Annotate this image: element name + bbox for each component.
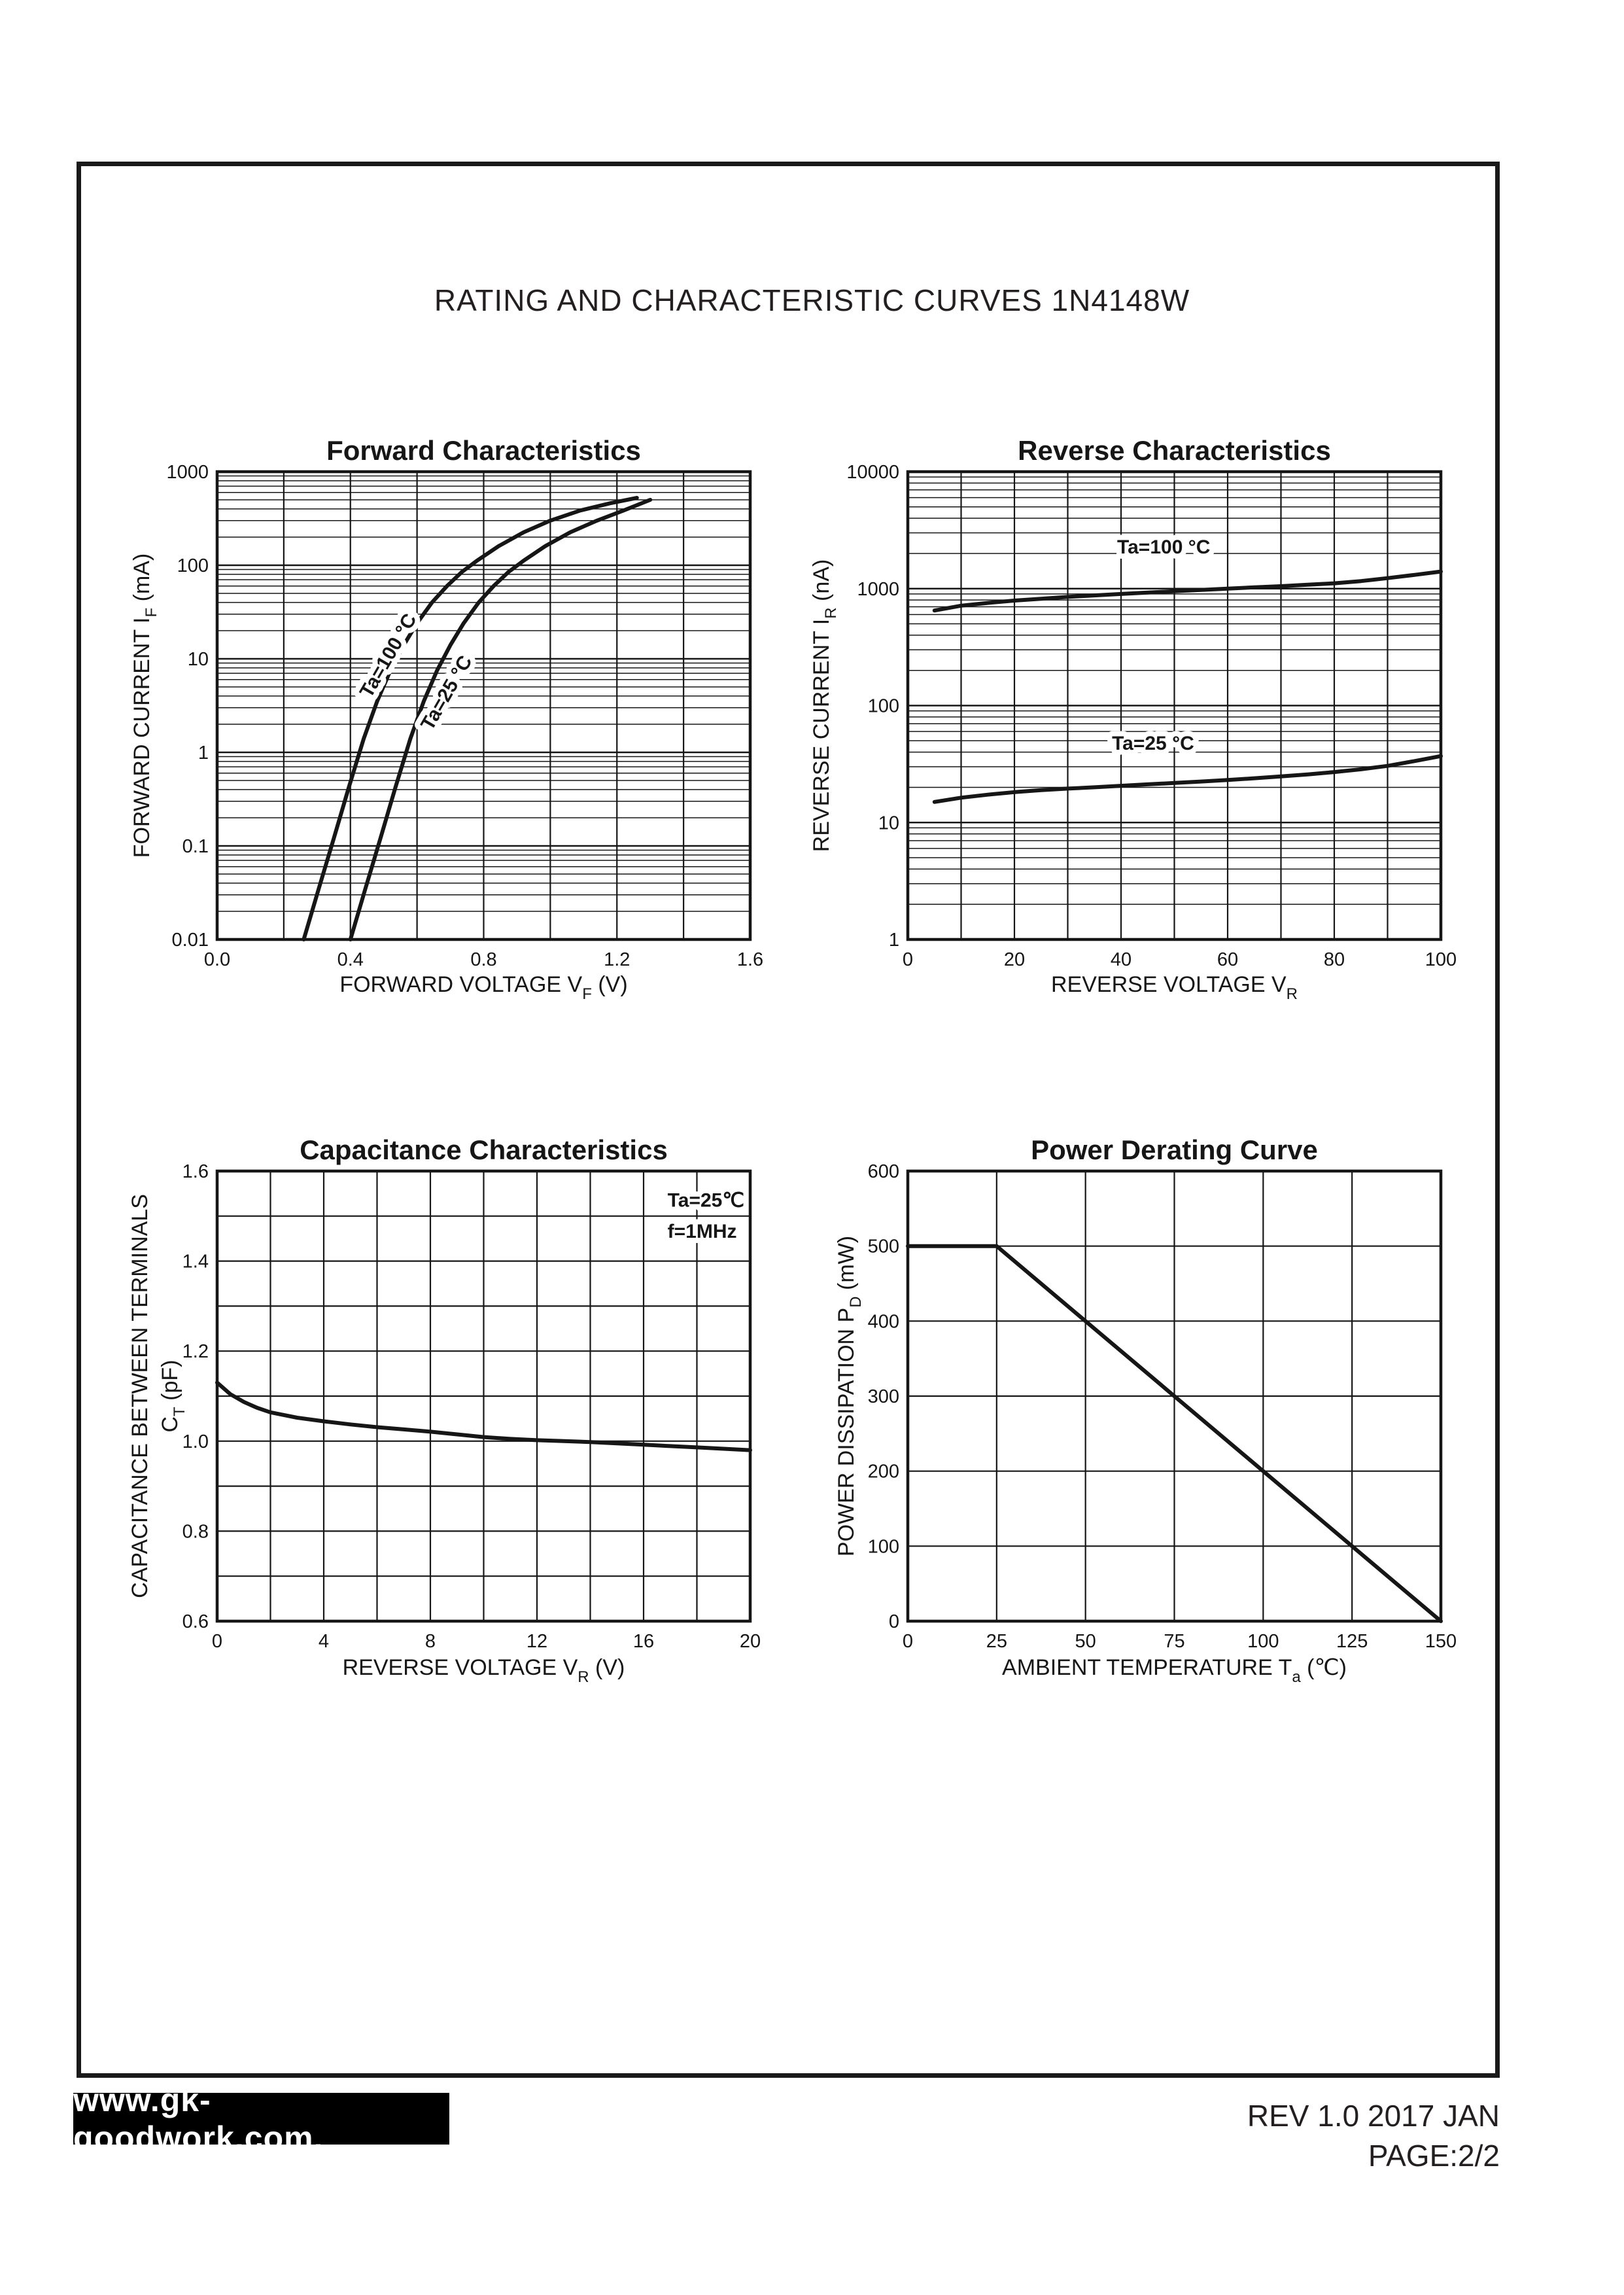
chart-forward-characteristics xyxy=(130,435,763,1003)
x-tick: 100 xyxy=(1425,949,1457,970)
y-axis-title-line-0: CAPACITANCE BETWEEN TERMINALS xyxy=(128,1194,152,1598)
x-tick: 100 xyxy=(1247,1631,1279,1652)
x-tick: 60 xyxy=(1217,949,1239,970)
x-tick: 125 xyxy=(1336,1631,1368,1652)
curve-label-1: Ta=25 °C xyxy=(1112,732,1194,754)
footer-page-number: PAGE:2/2 xyxy=(1368,2139,1500,2173)
curves xyxy=(303,498,650,939)
chart-title: Capacitance Characteristics xyxy=(300,1134,668,1165)
x-axis-title: REVERSE VOLTAGE $V_R$ (V) xyxy=(342,1655,625,1686)
x-tick: 80 xyxy=(1323,949,1345,970)
x-tick: 1.6 xyxy=(736,949,764,970)
x-tick: 20 xyxy=(739,1631,761,1652)
x-tick: 25 xyxy=(986,1631,1007,1652)
chart-title: Forward Characteristics xyxy=(326,435,641,466)
y-tick: 1000 xyxy=(166,462,209,483)
series-ta-100-c xyxy=(303,498,636,939)
grid xyxy=(217,472,750,939)
tick-labels xyxy=(166,462,763,970)
y-axis-title-line-0: POWER DISSIPATION $P_D$ (mW) xyxy=(834,1235,865,1557)
y-tick: 1.0 xyxy=(182,1431,209,1452)
footer-website-badge xyxy=(73,2081,449,2156)
y-tick: 1000 xyxy=(857,578,899,600)
curve-label-0: Ta=25℃ xyxy=(667,1189,745,1212)
footer-revision-text: REV 1.0 2017 JAN xyxy=(1247,2099,1500,2133)
chart-power-derating xyxy=(834,1134,1457,1686)
x-axis-title: AMBIENT TEMPERATURE $T_a$ (℃) xyxy=(1002,1655,1347,1686)
x-tick: 75 xyxy=(1164,1631,1185,1652)
page-title: RATING AND CHARACTERISTIC CURVES 1N4148W xyxy=(434,283,1190,317)
series-ta-100-c xyxy=(935,572,1441,611)
x-axis-title: REVERSE VOLTAGE $V_R$ xyxy=(1051,972,1298,1003)
y-tick: 1 xyxy=(198,743,209,763)
x-tick: 0 xyxy=(902,1631,914,1652)
y-tick: 0.6 xyxy=(182,1611,209,1632)
x-tick: 4 xyxy=(318,1631,330,1652)
y-tick: 100 xyxy=(177,555,209,576)
x-tick: 40 xyxy=(1110,949,1132,970)
y-axis-title-line-0: FORWARD CURRENT $I_F$ (mA) xyxy=(130,553,160,858)
x-tick: 150 xyxy=(1425,1631,1457,1652)
y-tick: 10 xyxy=(878,813,899,834)
y-tick: 500 xyxy=(867,1236,899,1257)
x-tick: 20 xyxy=(1003,949,1026,970)
x-axis-title: FORWARD VOLTAGE $V_F$ (V) xyxy=(339,972,628,1003)
y-tick: 400 xyxy=(867,1311,899,1333)
y-tick: 0.01 xyxy=(171,930,209,951)
y-tick: 10000 xyxy=(846,462,899,483)
x-tick: 0.8 xyxy=(470,949,497,970)
y-tick: 1.2 xyxy=(182,1341,209,1363)
x-tick: 12 xyxy=(526,1631,548,1652)
curve-label-0: Ta=100 °C xyxy=(355,610,421,702)
x-tick: 0.0 xyxy=(203,949,231,970)
curve-label-0: Ta=100 °C xyxy=(1117,536,1211,558)
y-tick: 200 xyxy=(867,1461,899,1482)
curve-label-1: f=1MHz xyxy=(667,1220,737,1242)
chart-title: Reverse Characteristics xyxy=(1018,435,1331,466)
y-tick: 1.4 xyxy=(182,1251,209,1272)
chart-capacitance-characteristics xyxy=(128,1134,761,1686)
y-tick: 100 xyxy=(867,695,899,717)
y-tick: 1 xyxy=(888,930,899,951)
y-tick: 0.8 xyxy=(182,1521,209,1543)
x-tick: 0 xyxy=(902,949,914,970)
y-axis-title-line-1: $C_T$ (pF) xyxy=(158,1359,188,1433)
y-tick: 100 xyxy=(867,1536,899,1558)
curve-label-1: Ta=25 °C xyxy=(417,652,477,734)
tick-labels xyxy=(868,1161,1457,1652)
x-tick: 8 xyxy=(424,1631,436,1652)
y-tick: 0.1 xyxy=(182,836,209,857)
x-tick: 16 xyxy=(632,1631,655,1652)
y-tick: 10 xyxy=(187,649,209,670)
chart-title: Power Derating Curve xyxy=(1031,1134,1318,1165)
x-tick: 0.4 xyxy=(337,949,364,970)
curves xyxy=(935,572,1441,802)
y-tick: 0 xyxy=(888,1611,899,1632)
y-tick: 600 xyxy=(867,1161,899,1182)
chart-reverse-characteristics xyxy=(809,435,1457,1003)
footer-website-text: www.gk-goodwork.com. xyxy=(73,2081,324,2156)
x-tick: 0 xyxy=(211,1631,223,1652)
y-tick: 1.6 xyxy=(182,1161,209,1182)
x-tick: 1.2 xyxy=(604,949,631,970)
y-axis-title-line-0: REVERSE CURRENT $I_R$ (nA) xyxy=(809,559,840,852)
x-tick: 50 xyxy=(1075,1631,1096,1652)
y-tick: 300 xyxy=(867,1386,899,1407)
series-ta-25-c xyxy=(935,756,1441,802)
